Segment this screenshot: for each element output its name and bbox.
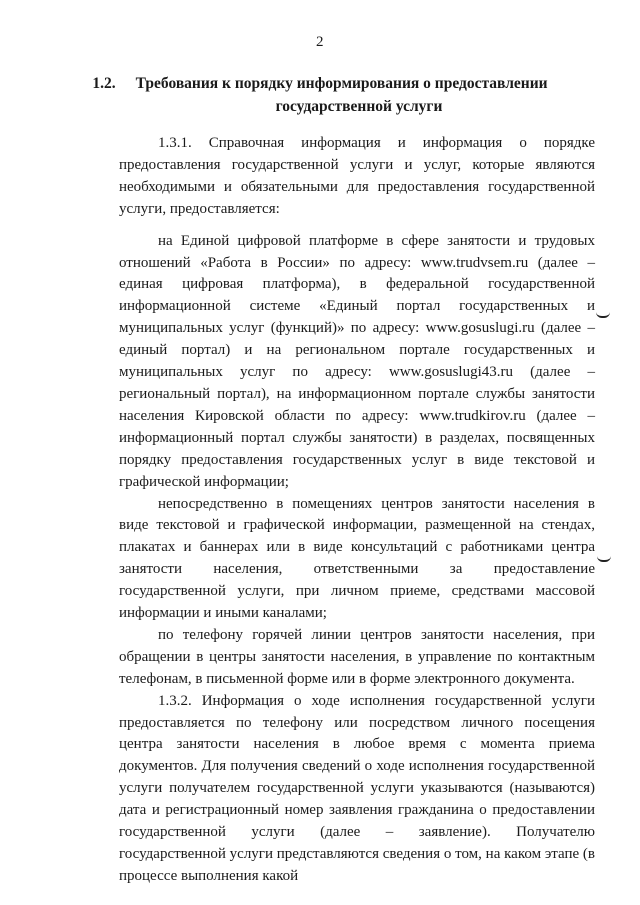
section-number: 1.2. [92,75,116,92]
margin-mark [597,556,611,562]
page-number: 2 [316,34,324,50]
section-title-line-2: государственной услуги [275,98,443,115]
paragraph-1-3-1: 1.3.1. Справочная информация и информация о порядке предоставления государственной услуги и услуг, которые являются необходимыми и обязательными для предоставления государственной услуги, предоставляется: [119,135,595,217]
margin-mark [596,312,610,318]
section-heading [0,72,640,118]
section-title-line-1: Требования к порядку информирования о предоставлении [135,75,548,92]
paragraph-employment-centers: непосредственно в помещениях центров занятости населения в виде текстовой и графической информации, размещенной на стендах, плакатах и баннерах или в виде консультаций с работниками центра занятости населения, ответственными за предоставление государственной услуги, при личном приеме, средствами массовой информации и иными каналами; [119,495,595,622]
paragraph-1-3-2: 1.3.2. Информация о ходе исполнения государственной услуги предоставляется по телефону или посредством личного посещения центра занятости населения в любое время с момента приема документов. Для получения сведений о ходе исполнения государственной услуги получателем государственной услуги указываются (называются) дата и регистрационный номер заявления гражданина о предоставлении государственной услуги (далее – заявление). Получателю государственной услуги представляются сведения о том, на каком этапе (в процессе выполнения какой [119,692,595,884]
document-body [119,133,595,888]
paragraph-digital-platform: на Единой цифровой платформе в сфере занятости и трудовых отношений «Работа в России» по адресу: www.trudvsem.ru (далее – единая цифровая платформа), в федеральной государственной информационной системе «Единый портал государственных и муниципальных услуг (функций)» по адресу: www.gosuslugi.ru (далее – единый портал) и на региональном портале государственных и муниципальных услуг по адресу: www.gosuslugi43.ru (далее – региональный портал), на информационном портале службы занятости населения Кировской области по адресу: www.trudkirov.ru (далее – информационный портал службы занятости) в разделах, посвященных порядку предоставления государственных услуг в виде текстовой и графической информации; [119,232,595,490]
paragraph-hotline: по телефону горячей линии центров занятости населения, при обращении в центры занятости населения, в управление по контактным телефонам, в письменной форме или в форме электронного документа. [119,626,595,687]
